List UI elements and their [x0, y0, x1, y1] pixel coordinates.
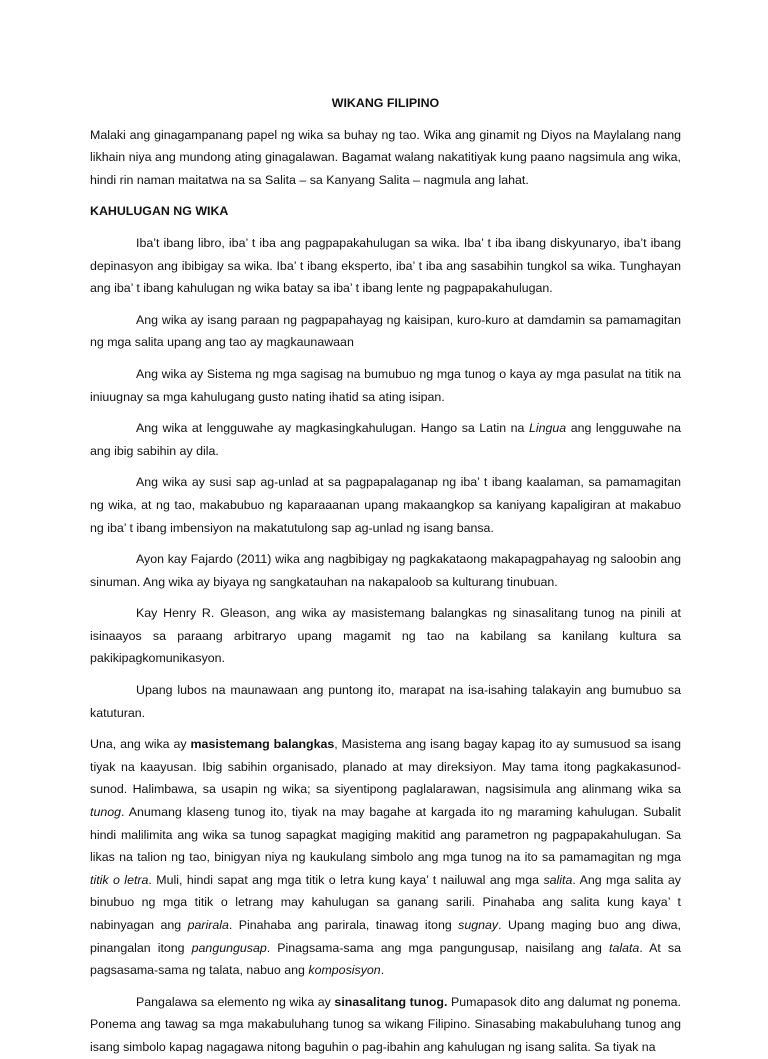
- p9-text-c: , Masistema ang isang bagay kapag ito ay sumusuod sa isang tiyak na kaayusan. Ibig sabihin organisado, planado at may direksiyon. May tama itong pagkakasunod-sunod. Halimbawa, sa usapin ng wika; sa siyentipong paglalarawan, nagsisimula ang alinmang wika sa: [90, 737, 681, 797]
- p9-text-k: . Pinahaba ang parirala, tinawag itong: [228, 918, 459, 932]
- p9-italic-komposisyon: komposisyon: [308, 963, 381, 978]
- p9-text-i: . Ang mga salita ay binubuo ng mga titik o letrang may kahulugan sa ganang sarili. Pinahaba ang salita kung kaya’ t nabinyagan ang: [90, 872, 681, 932]
- p9-italic-salita: salita: [543, 872, 573, 887]
- paragraph-4-italic-lingua: Lingua: [528, 421, 567, 436]
- paragraph-9: [90, 733, 681, 982]
- p10-text-c: Pumapasok dito ang dalumat ng ponema. Ponema ang tawag sa mga makabuluhang tunog sa wikang Filipino. Sinasabing makabuluhang tunog ang isang simbolo kapag nagagawa nitong baguhin o pag-ibahin ang kahulugan ng isang salita. Sa tiyak na: [90, 994, 682, 1054]
- paragraph-1: Iba’t ibang libro, iba’ t iba ang pagpapakahulugan sa wika. Iba’ t iba ibang diskyunaryo, iba’t ibang depinasyon ang ibibigay sa wika. Iba’ t ibang eksperto, iba’ t iba ang sasabihin tungkol sa wika. Tunghayan ang iba’ t ibang kahulugan ng wika batay sa iba’ t ibang lente ng pagpapakahulugan.: [90, 235, 681, 296]
- document-title: WIKANG FILIPINO: [331, 96, 440, 110]
- p9-text-e: . Anumang klaseng tunog ito, tiyak na may bagahe at kargada ito ng maraming kahulugan. Subalit hindi malilimita ang wika sa tunog sapagkat magiging makitid ang parametron ng pagpapakahulugan. Sa likas na talion ng tao, binigyan niya ng kaukulang simbolo ang mga tunog na ito sa pamamagitan ng mga: [90, 805, 681, 865]
- paragraph-4-text-c: ang lengguwahe na ang ibig sabihin ay dila.: [90, 421, 681, 458]
- intro-paragraph: Malaki ang ginagampanang papel ng wika sa buhay ng tao. Wika ang ginamit ng Diyos na Maylalang nang likhain niya ang mundong ating ginagalawan. Bagamat walang nakatitiyak kung paano nagsimula ang wika, hindi rin naman maitatwa na sa Salita – sa Kanyang Salita – nagmula ang lahat.: [90, 127, 681, 187]
- paragraph-4-text-a: Ang wika at lengguwahe ay magkasingkahulugan. Hango sa Latin na: [136, 421, 529, 436]
- paragraph-7: Kay Henry R. Gleason, ang wika ay masistemang balangkas ng sinasalitang tunog na pinili at isinaayos sa paraang arbitraryo upang magamit ng tao na kabilang sa kanilang kultura sa pakikipagkomunikasyon.: [90, 606, 681, 666]
- p9-text-o: . Pinagsama-sama ang mga pangungusap, naisilang ang: [266, 940, 609, 955]
- paragraph-8: Upang lubos na maunawaan ang puntong ito, marapat na isa-isahing talakayin ang bumubuo sa katuturan.: [90, 683, 681, 720]
- paragraph-4: [90, 417, 681, 462]
- p9-italic-talata: talata: [609, 940, 640, 955]
- paragraph-5: Ang wika ay susi sap ag-unlad at sa pagpapalaganap ng iba’ t ibang kaalaman, sa pamamagitan ng wika, at ng tao, makabubuo ng kaparaaanan upang makaangkop sa kaniyang kapaligiran at makabuo ng iba’ t ibang imbensiyon na makatutulong sap ag-unlad ng isang bansa.: [90, 475, 681, 535]
- p9-bold-masistemang-balangkas: masistemang balangkas: [190, 737, 335, 752]
- p9-text-g: . Muli, hindi sapat ang mga titik o letra kung kaya’ t nailuwal ang mga: [148, 872, 544, 887]
- paragraph-6: Ayon kay Fajardo (2011) wika ang nagbibigay ng pagkakataong makapagpahayag ng saloobin ang sinuman. Ang wika ay biyaya ng sangkatauhan na nakapaloob sa kulturang tinubuan.: [90, 552, 681, 589]
- p9-text-s: .: [380, 963, 385, 978]
- paragraph-10: [90, 991, 681, 1059]
- paragraph-3: Ang wika ay Sistema ng mga sagisag na bumubuo ng mga tunog o kaya ay mga pasulat na titik na iniuugnay sa mga kahulugang gusto nating ihatid sa ating isipan.: [90, 366, 681, 404]
- p9-italic-tunog: tunog: [90, 805, 122, 820]
- p9-text-a: Una, ang wika ay: [90, 737, 191, 752]
- p9-italic-parirala: parirala: [187, 918, 229, 932]
- p9-italic-pangungusap: pangungusap: [191, 940, 267, 955]
- p10-bold-sinasalitang-tunog: sinasalitang tunog.: [334, 994, 448, 1009]
- p9-text-q: . At sa pagsasama-sama ng talata, nabuo ang: [90, 940, 681, 978]
- p9-italic-titik-o-letra: titik o letra: [90, 872, 149, 887]
- p9-text-m: . Upang maging buo ang diwa, pinangalan itong: [90, 918, 681, 955]
- p10-text-a: Pangalawa sa elemento ng wika ay: [136, 994, 335, 1009]
- paragraph-2: Ang wika ay isang paraan ng pagpapahayag ng kaisipan, kuro-kuro at damdamin sa pamamagitan ng mga salita upang ang tao ay magkaunawaan: [90, 312, 681, 350]
- section-heading: KAHULUGAN NG WIKA: [90, 204, 229, 219]
- p9-italic-sugnay: sugnay: [458, 918, 499, 932]
